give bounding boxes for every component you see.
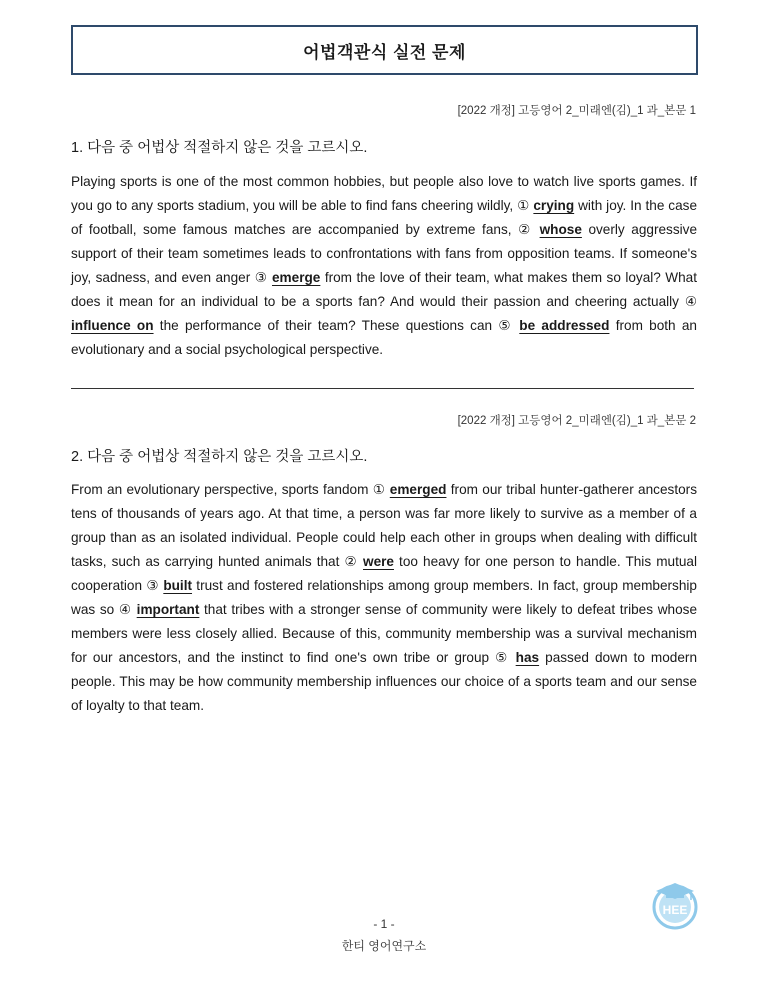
q1-option-word: be addressed — [519, 318, 610, 333]
q2-option-word: built — [163, 578, 193, 593]
q1-option-word: crying — [533, 198, 575, 213]
q2-marker: ③ — [146, 578, 160, 593]
footer-org: 한티 영어연구소 — [341, 939, 427, 953]
svg-text:HEE: HEE — [662, 903, 688, 917]
q2-text: from our tribal hunter-gatherer ancestors tens of thousands of years ago. At that time, a person was far more likely to survive as a member of a group than as an isolated individual. People could help each other in groups when dealing with difficult tasks, such as carrying hunted animals that — [71, 482, 697, 569]
page-title: 어법객관식 실전 문제 — [303, 42, 466, 62]
q1-text: the performance of their team? These questions can — [153, 318, 499, 333]
q2-text: passed down to modern people. This may be how community membership influences our choice of a sports team and our sense of loyalty to that team. — [71, 650, 698, 713]
q2-option-word: emerged — [389, 482, 447, 497]
q2-option-word: important — [136, 602, 200, 617]
q1-option-word: emerge — [272, 270, 321, 285]
q1-question: 1. 다음 중 어법상 적절하지 않은 것을 고르시오. — [71, 140, 368, 156]
q2-source: [2022 개정] 고등영어 2_미래엔(김)_1 과_본문 2 — [457, 415, 696, 427]
title-box — [71, 25, 698, 75]
q1-text: overly aggressive support of their team sometimes leads to confrontations with fans from opposition teams. If someone's joy, sadness, and even anger — [71, 222, 698, 285]
q2-text: trust and fostered relationships among group members. In fact, group membership was so — [71, 578, 697, 617]
q2-question: 2. 다음 중 어법상 적절하지 않은 것을 고르시오. — [71, 449, 368, 465]
q1-marker: ⑤ — [498, 318, 514, 333]
q1-marker: ④ — [684, 294, 697, 309]
q2-option-word: were — [363, 554, 394, 569]
q1-text: Playing sports is one of the most common hobbies, but people also love to watch live sports games. If you go to any sports stadium, you will be able to find fans cheering wildly, — [71, 174, 697, 213]
q2-text: that tribes with a stronger sense of community were likely to defeat tribes whose members were less closely allied. Because of this, community membership was a survival mechanism for our ancestors, and the instinct to find one's own tribe or group — [71, 602, 698, 665]
q2-passage — [71, 478, 697, 718]
q1-text: from both an evolutionary and a social psychological perspective. — [71, 318, 697, 357]
q1-passage — [71, 170, 697, 362]
page-number: - 1 - — [373, 917, 395, 931]
q1-option-word: influence on — [71, 318, 154, 333]
q2-text: From an evolutionary perspective, sports fandom — [71, 482, 373, 497]
q1-text: from the love of their team, what makes them so loyal? What does it mean for an individual to be a sports fan? And would their passion and cheering actually — [71, 270, 698, 309]
q1-source: [2022 개정] 고등영어 2_미래엔(김)_1 과_본문 1 — [457, 105, 696, 117]
q2-marker: ② — [344, 554, 358, 569]
q2-marker: ① — [372, 482, 386, 497]
q1-marker: ① — [517, 198, 530, 213]
divider — [71, 388, 694, 389]
q2-marker: ④ — [118, 602, 132, 617]
q2-option-word: has — [515, 650, 540, 665]
q1-text: with joy. In the case of football, some famous matches are accompanied by extreme fans, — [71, 198, 698, 237]
q1-marker: ② — [518, 222, 534, 237]
q2-marker: ⑤ — [495, 650, 510, 665]
q1-marker: ③ — [254, 270, 268, 285]
q1-option-word: whose — [539, 222, 582, 237]
q2-text: too heavy for one person to handle. This mutual cooperation — [71, 554, 697, 593]
